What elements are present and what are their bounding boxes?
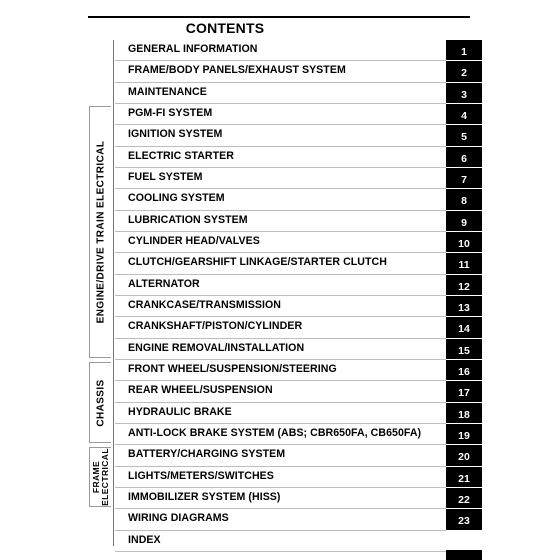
toc-row[interactable] [115, 424, 470, 445]
toc-row[interactable] [115, 531, 446, 552]
toc-row[interactable] [115, 147, 467, 168]
group-bracket [89, 106, 111, 358]
toc-row[interactable] [115, 360, 470, 381]
index-tab-strip [446, 550, 482, 560]
group-bracket [89, 447, 111, 507]
section-number-tab[interactable]: 20 [446, 445, 482, 465]
toc-row[interactable] [115, 211, 467, 232]
section-title: CYLINDER HEAD/VALVES [128, 235, 260, 248]
section-title: GENERAL INFORMATION [128, 43, 258, 55]
section-title: ELECTRIC STARTER [128, 149, 234, 162]
section-title: LIGHTS/METERS/SWITCHES [128, 469, 274, 482]
section-number-tab[interactable]: 9 [446, 211, 482, 231]
section-title: FRAME/BODY PANELS/EXHAUST SYSTEM [128, 64, 346, 77]
group-label: FRAME ELECTRICAL [91, 448, 110, 507]
section-title: HYDRAULIC BRAKE [128, 405, 232, 418]
toc-row[interactable] [115, 253, 470, 274]
section-title: IMMOBILIZER SYSTEM (HISS) [128, 491, 281, 504]
toc-row[interactable] [115, 40, 467, 61]
section-title: ALTERNATOR [128, 277, 200, 290]
section-number-tab[interactable]: 10 [446, 232, 482, 252]
section-title: BATTERY/CHARGING SYSTEM [128, 448, 286, 461]
page-title: CONTENTS [185, 20, 265, 36]
section-title: PGM-FI SYSTEM [128, 107, 213, 120]
section-title: LUBRICATION SYSTEM [128, 213, 248, 226]
toc-row[interactable] [115, 445, 470, 466]
section-title: ENGINE REMOVAL/INSTALLATION [128, 341, 305, 354]
toc-row[interactable] [115, 339, 470, 360]
section-title: CRANKSHAFT/PISTON/CYLINDER [128, 320, 303, 333]
toc-row[interactable] [115, 168, 467, 189]
section-title: INDEX [128, 533, 161, 546]
toc-row[interactable] [115, 125, 467, 146]
section-number-tab[interactable]: 23 [446, 509, 482, 529]
section-number-tab[interactable]: 6 [446, 147, 482, 167]
section-number-tab[interactable]: 11 [446, 253, 482, 273]
section-number-tab[interactable]: 3 [446, 83, 482, 103]
section-number-tab[interactable]: 19 [446, 424, 482, 444]
section-title: REAR WHEEL/SUSPENSION [128, 384, 273, 397]
toc-row[interactable] [115, 61, 467, 82]
toc-row[interactable] [115, 275, 470, 296]
section-title: ANTI-LOCK BRAKE SYSTEM (ABS; CBR650FA, CB650FA) [128, 427, 422, 440]
section-title: WIRING DIAGRAMS [128, 512, 229, 525]
section-number-tab[interactable]: 18 [446, 403, 482, 423]
section-number-tab[interactable]: 13 [446, 296, 482, 316]
section-number-tab[interactable]: 12 [446, 275, 482, 295]
section-number-tab[interactable]: 14 [446, 317, 482, 337]
group-bracket [89, 362, 111, 443]
section-title: CLUTCH/GEARSHIFT LINKAGE/STARTER CLUTCH [128, 256, 387, 269]
toc-row[interactable] [115, 403, 470, 424]
section-number-tab[interactable]: 2 [446, 61, 482, 81]
section-number-tab[interactable]: 8 [446, 189, 482, 209]
section-title: CRANKCASE/TRANSMISSION [128, 299, 281, 312]
section-number-tab[interactable]: 16 [446, 360, 482, 380]
section-number-tab[interactable]: 7 [446, 168, 482, 188]
section-number-tab[interactable]: 5 [446, 125, 482, 145]
toc-row[interactable] [115, 189, 467, 210]
toc-row[interactable] [115, 317, 470, 338]
toc-row[interactable] [115, 83, 467, 104]
toc-row[interactable] [115, 509, 470, 530]
section-number-tab[interactable]: 1 [446, 40, 482, 60]
toc-row[interactable] [115, 488, 470, 509]
section-number-tab[interactable]: 15 [446, 339, 482, 359]
toc-row[interactable] [115, 296, 470, 317]
section-title: MAINTENANCE [128, 85, 207, 98]
toc-row[interactable] [115, 381, 470, 402]
section-title: IGNITION SYSTEM [128, 128, 223, 141]
toc-left-rule [113, 40, 114, 546]
group-label: CHASSIS [95, 379, 107, 427]
section-number-tab[interactable]: 17 [446, 381, 482, 401]
toc-row[interactable] [115, 104, 467, 125]
toc-row[interactable] [115, 467, 470, 488]
group-label: ENGINE/DRIVE TRAIN ELECTRICAL [95, 140, 107, 324]
section-number-tab[interactable]: 21 [446, 467, 482, 487]
toc-row[interactable] [115, 232, 470, 253]
section-number-tab[interactable]: 22 [446, 488, 482, 508]
section-number-tab[interactable]: 4 [446, 104, 482, 124]
section-title: FRONT WHEEL/SUSPENSION/STEERING [128, 363, 337, 376]
section-title: FUEL SYSTEM [128, 171, 203, 184]
section-title: COOLING SYSTEM [128, 192, 225, 205]
